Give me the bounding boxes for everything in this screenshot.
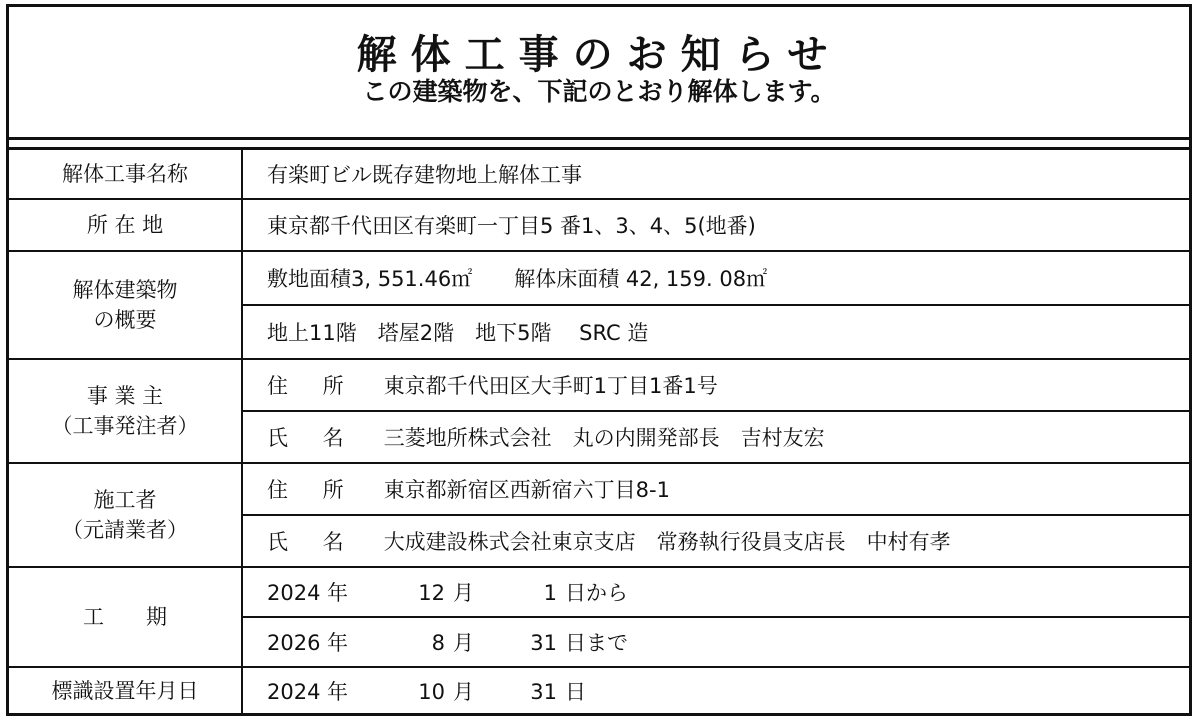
period-end-day-unit: 日まで xyxy=(565,630,628,655)
contractor-name-key: 氏 名 xyxy=(267,529,358,554)
label-contractor-line1: 施工者 xyxy=(93,487,157,512)
row-period-start xyxy=(9,567,1189,617)
value-period-end xyxy=(242,617,1189,667)
label-overview-line2: の概要 xyxy=(93,307,157,332)
row-location xyxy=(9,199,1189,251)
sign-date-month: 10 xyxy=(418,680,445,704)
row-project-name xyxy=(9,149,1189,199)
label-location: 所 在 地 xyxy=(9,199,242,251)
value-location: 東京都千代田区有楽町一丁目5 番1、3、4、5(地番) xyxy=(242,199,1189,251)
notice-sign xyxy=(6,4,1192,716)
row-sign-date xyxy=(9,667,1189,715)
sign-date-year-unit: 年 xyxy=(327,680,348,704)
info-table xyxy=(9,147,1189,715)
period-start-year: 2024 xyxy=(267,580,321,605)
value-period-start xyxy=(242,567,1189,617)
value-project-name: 有楽町ビル既存建物地上解体工事 xyxy=(242,149,1189,199)
period-start-year-unit: 年 xyxy=(327,580,348,605)
label-client xyxy=(9,359,242,463)
label-overview-line1: 解体建築物 xyxy=(72,277,178,302)
row-contractor-address xyxy=(9,463,1189,515)
label-overview xyxy=(9,251,242,359)
label-client-line1: 事 業 主 xyxy=(86,383,164,408)
label-contractor-line2: （元請業者） xyxy=(62,517,188,542)
value-overview-floors: 地上11階 塔屋2階 地下5階 SRC 造 xyxy=(242,305,1189,359)
value-contractor-name xyxy=(242,515,1189,567)
contractor-address-key: 住 所 xyxy=(267,477,358,502)
row-overview-area xyxy=(9,251,1189,305)
contractor-address: 東京都新宿区西新宿六丁目8-1 xyxy=(383,477,670,502)
client-name-key: 氏 名 xyxy=(267,425,358,450)
value-contractor-address xyxy=(242,463,1189,515)
period-end-month-unit: 月 xyxy=(453,630,474,655)
sign-date-year: 2024 xyxy=(267,680,321,704)
period-end-year: 2026 xyxy=(267,630,321,655)
row-client-address xyxy=(9,359,1189,411)
period-end-month: 8 xyxy=(431,630,445,655)
value-sign-date xyxy=(242,667,1189,715)
value-client-address xyxy=(242,359,1189,411)
label-sign-date: 標識設置年月日 xyxy=(9,667,242,715)
notice-title: 解体工事のお知らせ xyxy=(356,32,842,78)
value-client-name xyxy=(242,411,1189,463)
sign-date-month-unit: 月 xyxy=(453,680,474,704)
client-name: 三菱地所株式会社 丸の内開発部長 吉村友宏 xyxy=(383,425,825,450)
label-contractor xyxy=(9,463,242,567)
client-address: 東京都千代田区大手町1丁目1番1号 xyxy=(383,373,718,398)
period-start-day-unit: 日から xyxy=(565,580,628,605)
sign-date-day-unit: 日 xyxy=(565,680,586,704)
notice-header xyxy=(9,7,1189,140)
notice-subtitle: この建築物を、下記のとおり解体します。 xyxy=(362,77,836,106)
period-start-month-unit: 月 xyxy=(453,580,474,605)
label-project-name: 解体工事名称 xyxy=(9,149,242,199)
period-start-day: 1 xyxy=(543,580,557,605)
period-end-day: 31 xyxy=(530,630,557,655)
sign-date-day: 31 xyxy=(530,680,557,704)
value-overview-area: 敷地面積3, 551.46㎡ 解体床面積 42, 159. 08㎡ xyxy=(242,251,1189,305)
contractor-name: 大成建設株式会社東京支店 常務執行役員支店長 中村有孝 xyxy=(383,529,951,554)
label-client-line2: （工事発注者） xyxy=(51,413,199,438)
period-end-year-unit: 年 xyxy=(327,630,348,655)
period-start-month: 12 xyxy=(418,580,445,605)
client-address-key: 住 所 xyxy=(267,373,358,398)
label-period: 工 期 xyxy=(9,567,242,667)
